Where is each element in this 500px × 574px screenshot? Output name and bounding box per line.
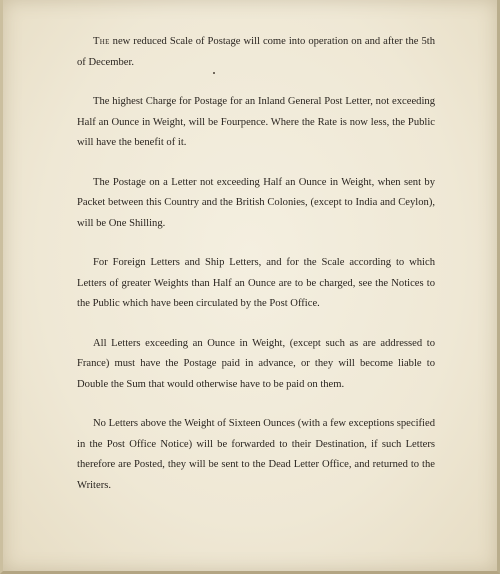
paragraph-text: The highest Charge for Postage for an Inland General Post Letter, not exceeding Half an Ounce in Weight, will be Fourpence. Where the Rate is now less, the Public will have the benefit of it.	[77, 96, 435, 148]
paragraph-text: All Letters exceeding an Ounce in Weight, (except such as are addressed to France) must have the Postage paid in advance, or they will become liable to Double the Sum that would otherwise have to be paid on them.	[77, 337, 435, 390]
paragraph-text: The Postage on a Letter not exceeding Half an Ounce in Weight, when sent by Packet between this Country and the British Colonies, (except to India and Ceylon), will be One Shilling.	[77, 176, 435, 229]
paragraph-text: No Letters above the Weight of Sixteen Ounces (with a few exceptions specified in the Post Office Notice) will be forwarded to their Destination, if such Letters therefore are Posted, they will be sent to the Dead Letter Office, and returned to the Writers.	[77, 418, 435, 491]
paragraph-foreign-letters	[77, 253, 435, 315]
notice-body	[77, 32, 435, 515]
paragraph-commencement	[77, 32, 435, 73]
paragraph-prepayment	[77, 334, 435, 396]
paragraph-lead-word: The	[93, 36, 110, 47]
paragraph-weight-limit	[77, 414, 435, 496]
paragraph-text: new reduced Scale of Postage will come into operation on and after the 5th of December.	[77, 36, 435, 68]
paragraph-inland-charge	[77, 92, 435, 154]
paragraph-text: For Foreign Letters and Ship Letters, and for the Scale according to which Letters of greater Weights than Half an Ounce are to be charged, see the Notices to the Public which have been circulated by the Post Office.	[77, 257, 435, 309]
paragraph-colonial-packet	[77, 173, 435, 235]
